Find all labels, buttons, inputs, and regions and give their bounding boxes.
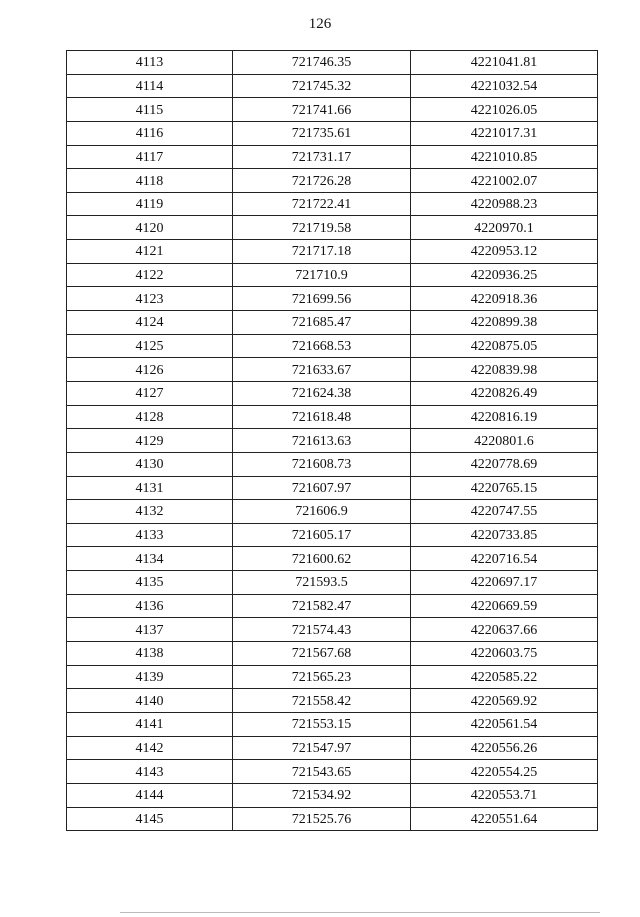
x-coordinate-cell: 721726.28 [233,169,411,192]
y-coordinate-cell: 4220561.54 [470,717,538,733]
table-row [67,406,597,430]
table-row [67,311,597,335]
y-coordinate-cell: 4221041.81 [470,55,538,71]
point-id-cell: 4128 [67,406,233,429]
y-coordinate-cell: 4220551.64 [470,811,538,827]
table-row [67,737,597,761]
y-coordinate-cell: 4220569.92 [470,693,538,709]
y-coordinate-cell: 4220918.36 [470,291,538,307]
point-id-cell: 4144 [67,784,233,807]
x-coordinate-cell: 721582.47 [233,595,411,618]
table-row [67,760,597,784]
table-row [67,193,597,217]
y-coordinate-cell: 4220953.12 [470,244,538,260]
x-coordinate-cell: 721607.97 [233,477,411,500]
y-coordinate-cell: 4220765.15 [470,480,538,496]
table-row [67,335,597,359]
table-row [67,524,597,548]
table-row [67,240,597,264]
table-row [67,358,597,382]
y-coordinate-cell: 4220899.38 [470,315,538,331]
point-id-cell: 4118 [67,169,233,192]
point-id-cell: 4113 [67,51,233,74]
y-coordinate-cell: 4221010.85 [470,149,538,165]
x-coordinate-cell: 721668.53 [233,335,411,358]
point-id-cell: 4117 [67,146,233,169]
table-row [67,51,597,75]
y-coordinate-cell: 4220603.75 [470,646,538,662]
point-id-cell: 4138 [67,642,233,665]
y-coordinate-cell: 4220637.66 [470,622,538,638]
x-coordinate-cell: 721717.18 [233,240,411,263]
point-id-cell: 4127 [67,382,233,405]
x-coordinate-cell: 721543.65 [233,760,411,783]
point-id-cell: 4137 [67,618,233,641]
point-id-cell: 4121 [67,240,233,263]
x-coordinate-cell: 721722.41 [233,193,411,216]
table-row [67,264,597,288]
x-coordinate-cell: 721605.17 [233,524,411,547]
y-coordinate-cell: 4220733.85 [470,528,538,544]
y-coordinate-cell: 4221002.07 [470,173,538,189]
table-row [67,713,597,737]
y-coordinate-cell: 4220669.59 [470,599,538,615]
x-coordinate-cell: 721731.17 [233,146,411,169]
point-id-cell: 4141 [67,713,233,736]
table-row [67,500,597,524]
x-coordinate-cell: 721735.61 [233,122,411,145]
x-coordinate-cell: 721685.47 [233,311,411,334]
y-coordinate-cell: 4221017.31 [470,126,538,142]
x-coordinate-cell: 721624.38 [233,382,411,405]
y-coordinate-cell: 4220554.25 [470,764,538,780]
table-row [67,595,597,619]
point-id-cell: 4120 [67,216,233,239]
x-coordinate-cell: 721608.73 [233,453,411,476]
point-id-cell: 4142 [67,737,233,760]
y-coordinate-cell: 4220839.98 [470,362,538,378]
point-id-cell: 4139 [67,666,233,689]
table-row [67,571,597,595]
table-row [67,784,597,808]
x-coordinate-cell: 721534.92 [233,784,411,807]
y-coordinate-cell: 4220936.25 [470,268,538,284]
point-id-cell: 4123 [67,287,233,310]
point-id-cell: 4114 [67,75,233,98]
y-coordinate-cell: 4220778.69 [470,457,538,473]
x-coordinate-cell: 721574.43 [233,618,411,641]
y-coordinate-cell: 4220875.05 [470,339,538,354]
table-row [67,666,597,690]
point-id-cell: 4133 [67,524,233,547]
table-row [67,453,597,477]
table-row [67,169,597,193]
table-row [67,477,597,501]
y-coordinate-cell: 4220801.6 [474,433,534,449]
table-row [67,808,597,832]
y-coordinate-cell: 4221032.54 [470,78,538,94]
table-row [67,146,597,170]
table-row [67,75,597,99]
x-coordinate-cell: 721567.68 [233,642,411,665]
x-coordinate-cell: 721746.35 [233,51,411,74]
x-coordinate-cell: 721710.9 [233,264,411,287]
point-id-cell: 4143 [67,760,233,783]
x-coordinate-cell: 721633.67 [233,358,411,381]
table-row [67,642,597,666]
point-id-cell: 4135 [67,571,233,594]
point-id-cell: 4126 [67,358,233,381]
y-coordinate-cell: 4220716.54 [470,551,538,567]
point-id-cell: 4122 [67,264,233,287]
point-id-cell: 4119 [67,193,233,216]
table-row [67,429,597,453]
table-row [67,98,597,122]
table-row [67,216,597,240]
table-row [67,689,597,713]
y-coordinate-cell: 4220697.17 [470,575,538,591]
table-row [67,547,597,571]
point-id-cell: 4129 [67,429,233,452]
point-id-cell: 4136 [67,595,233,618]
x-coordinate-cell: 721606.9 [233,500,411,523]
y-coordinate-cell: 4220970.1 [474,220,534,236]
scan-edge-line [120,912,600,913]
y-coordinate-cell: 4220585.22 [470,669,538,685]
x-coordinate-cell: 721593.5 [233,571,411,594]
x-coordinate-cell: 721565.23 [233,666,411,689]
x-coordinate-cell: 721699.56 [233,287,411,310]
coordinate-table [66,50,598,831]
x-coordinate-cell: 721613.63 [233,429,411,452]
table-row [67,287,597,311]
point-id-cell: 4131 [67,477,233,500]
page-number: 126 [308,16,332,32]
x-coordinate-cell: 721600.62 [233,547,411,570]
table-row [67,382,597,406]
point-id-cell: 4134 [67,547,233,570]
y-coordinate-cell: 4220556.26 [470,740,538,756]
table-row [67,618,597,642]
point-id-cell: 4145 [67,808,233,831]
y-coordinate-cell: 4220747.55 [470,504,538,520]
point-id-cell: 4116 [67,122,233,145]
point-id-cell: 4140 [67,689,233,712]
point-id-cell: 4125 [67,335,233,358]
y-coordinate-cell: 4220988.23 [470,197,538,213]
x-coordinate-cell: 721745.32 [233,75,411,98]
y-coordinate-cell: 4221026.05 [470,102,538,118]
point-id-cell: 4132 [67,500,233,523]
y-coordinate-cell: 4220826.49 [470,386,538,402]
x-coordinate-cell: 721547.97 [233,737,411,760]
x-coordinate-cell: 721553.15 [233,713,411,736]
point-id-cell: 4115 [67,98,233,121]
y-coordinate-cell: 4220553.71 [470,788,538,804]
point-id-cell: 4130 [67,453,233,476]
table-row [67,122,597,146]
x-coordinate-cell: 721618.48 [233,406,411,429]
point-id-cell: 4124 [67,311,233,334]
y-coordinate-cell: 4220816.19 [470,409,538,425]
x-coordinate-cell: 721719.58 [233,216,411,239]
x-coordinate-cell: 721525.76 [233,808,411,831]
x-coordinate-cell: 721558.42 [233,689,411,712]
x-coordinate-cell: 721741.66 [233,98,411,121]
